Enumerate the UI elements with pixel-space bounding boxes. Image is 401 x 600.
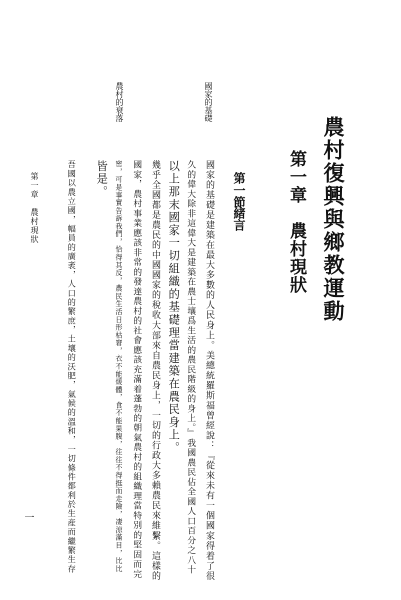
margin-gloss: 國家的基礎 [204,82,213,122]
chapter-title: 農村現狀 [286,222,306,294]
page-number: 一 [22,512,33,522]
body-line: 國家的基礎是建築在最大多數的人民身上。美總統羅斯福曾經說：『從來未有一個國家得着了很 [203,160,214,582]
running-footer [30,172,38,244]
footer-chapter-label: 第一章 [30,172,39,199]
section-number: 第一節 [232,172,246,208]
body-line: 密，可是事實告訴我們，恰得其反，農民生活日形枯窘，衣不能煖體，食不能果腹，往往不得挺而走險，凄涼滿目，比比 [113,160,122,573]
margin-gloss: 農村的衰落 [115,82,124,122]
section-title: 緒言 [232,207,246,231]
body-line: 皆是。 [95,160,109,199]
body-line: 久的偉大除非這偉大是建築在農士壤爲生活的農民階級的身上。』我國農民佔全國人口百分之八十 [185,160,196,575]
footer-running-title: 農村現狀 [30,208,39,244]
chapter-number: 第一章 [286,150,306,204]
body-line: 幾乎全國都是農民的中國國家的稅收大部來自農民身上，一切的行政大多賴農民來維繫。這樣的 [149,160,160,582]
body-line: 國家，農村事業應該非常的發達農村的社會應該充滿着蓬勃的朝氣農村的組織理當特別的堅固而完 [131,160,142,579]
body-line: 以上那末國家一切組織的基礎理當建築在農民身上。 [167,160,181,455]
book-title: 農村復興與鄉教運動 [321,116,346,323]
body-line: 吾國以農立國，幅員的廣袤，人口的繁庶，土壤的沃肥，氣候的溫和，一切條件都利於生産而繼繁生存 [67,160,78,574]
